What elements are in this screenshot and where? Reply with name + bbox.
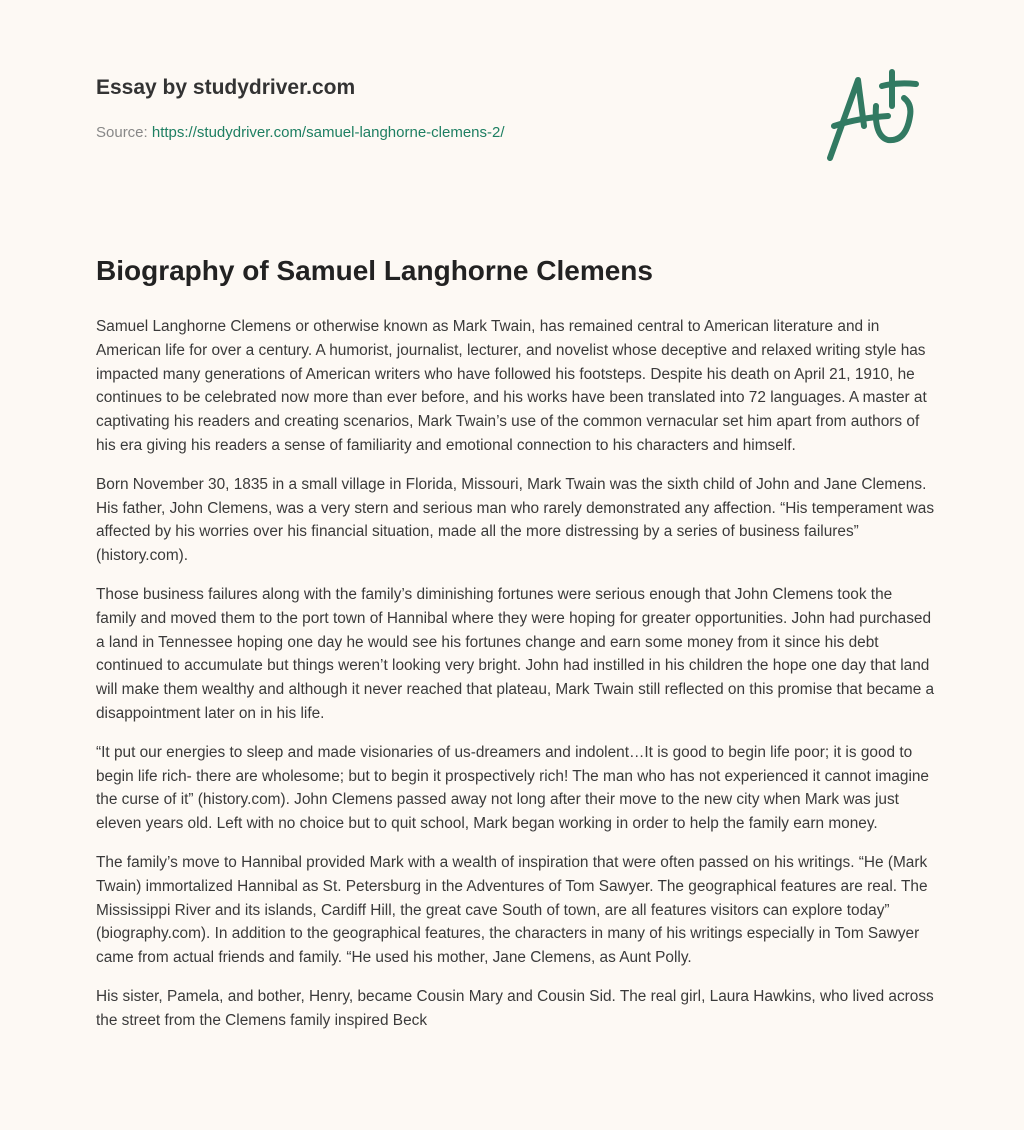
article-title: Biography of Samuel Langhorne Clemens [96,255,653,286]
site-title: Essay by studydriver.com [96,76,356,99]
article-body [96,315,936,1048]
paragraph: Samuel Langhorne Clemens or otherwise known as Mark Twain, has remained central to American literature and in American life for over a century. A humorist, journalist, lecturer, and novelist whose deceptive and relaxed writing style has impacted many generations of American writers who have followed his footsteps. Despite his death on April 21, 1910, he continues to be celebrated now more than ever before, and his works have been translated into 72 languages. A master at captivating his readers and creating scenarios, Mark Twain’s use of the common vernacular set him apart from authors of his era giving his readers a sense of familiarity and emotional connection to his characters and himself. [96,318,927,454]
paragraph: Born November 30, 1835 in a small village in Florida, Missouri, Mark Twain was the sixth child of John and Jane Clemens. His father, John Clemens, was a very stern and serious man who rarely demonstrated any affection. “His temperament was affected by his worries over his financial situation, made all the more distressing by a series of business failures” (history.com). [96,475,935,565]
source-link[interactable]: https://studydriver.com/samuel-langhorne-clemens-2/ [151,124,505,141]
paragraph: Those business failures along with the family’s diminishing fortunes were serious enough that John Clemens took the family and moved them to the port town of Hannibal where they were hoping for greater opportunities. John had purchased a land in Tennessee hoping one day he would see his fortunes change and earn some money from it since his debt continued to accumulate but things weren’t looking very bright. John had instilled in his children the hope one day that land will make them wealthy and although it never reached that plateau, Mark Twain still reflected on this promise that became a disappointment later on in his life. [96,585,935,722]
paragraph: The family’s move to Hannibal provided Mark with a wealth of inspiration that were often passed on his writings. “He (Mark Twain) immortalized Hannibal as St. Petersburg in the Adventures of Tom Sawyer. The geographical features are real. The Mississippi River and its islands, Cardiff Hill, the great cave South of town, are all features visitors can explore today” (biography.com). In addition to the geographical features, the characters in many of his writings especially in Tom Sawyer came from actual friends and family. “He used his mother, Jane Clemens, as Aunt Polly. [96,853,928,967]
paragraph: His sister, Pamela, and bother, Henry, became Cousin Mary and Cousin Sid. The real girl, Laura Hawkins, who lived across the street from the Clemens family inspired Beck [96,987,934,1029]
a-plus-logo-icon [818,66,928,166]
source-label: Source: [96,124,152,141]
paragraph: “It put our energies to sleep and made visionaries of us-dreamers and indolent…It is good to begin life poor; it is good to begin life rich- there are wholesome; but to begin it prospectively rich! The man who has not experienced it cannot imagine the curse of it” (history.com). John Clemens passed away not long after their move to the new city when Mark was just eleven years old. Left with no choice but to quit school, Mark began working in order to help the family earn money. [96,743,929,833]
source-line [96,124,505,141]
